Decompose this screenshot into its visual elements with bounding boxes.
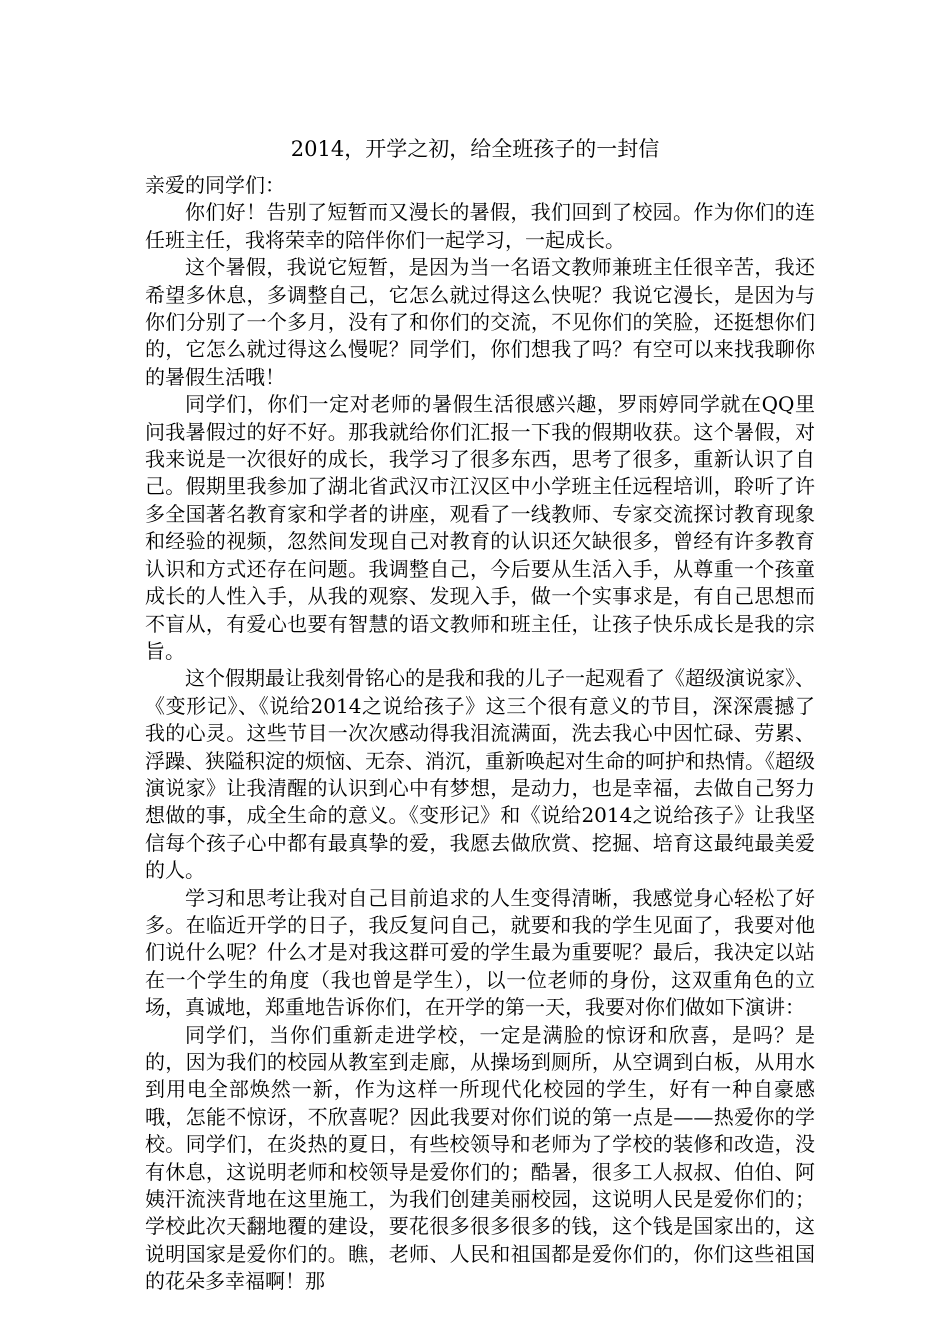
letter-title: 2014，开学之初，给全班孩子的一封信 [290, 137, 660, 161]
paragraph: 这个假期最让我刻骨铭心的是我和我的儿子一起观看了《超级演说家》、《变形记》、《说给2014之说给孩子》这三个很有意义的节目，深深震撼了我的心灵。这些节目一次次感动得我泪流满面，洗去我心中因忙碌、劳累、浮躁、狭隘积淀的烦恼、无奈、消沉，重新唤起对生命的呵护和热情。《超级演说家》让我清醒的认识到心中有梦想，是动力，也是幸福，去做自己努力想做的事，成全生命的意义。《变形记》和《说给2014之说给孩子》让我坚信每个孩子心中都有最真挚的爱，我愿去做欣赏、挖掘、培育这最纯最美爱的人。 [145, 666, 815, 883]
paragraph: 学习和思考让我对自己目前追求的人生变得清晰，我感觉身心轻松了好多。在临近开学的日子，我反复问自己，就要和我的学生见面了，我要对他们说什么呢？什么才是对我这群可爱的学生最为重要呢？最后，我决定以站在一个学生的角度（我也曾是学生），以一位老师的身份，这双重角色的立场，真诚地，郑重地告诉你们，在开学的第一天，我要对你们做如下演讲： [145, 885, 815, 1020]
paragraph: 你们好！告别了短暂而又漫长的暑假，我们回到了校园。作为你们的连任班主任，我将荣幸的陪伴你们一起学习，一起成长。 [145, 200, 815, 252]
salutation: 亲爱的同学们： [145, 173, 285, 197]
paragraph: 同学们，你们一定对老师的暑假生活很感兴趣，罗雨婷同学就在QQ里问我暑假过的好不好。那我就给你们汇报一下我的假期收获。这个暑假，对我来说是一次很好的成长，我学习了很多东西，思考了很多，重新认识了自己。假期里我参加了湖北省武汉市江汉区中小学班主任远程培训，聆听了许多全国著名教育家和学者的讲座，观看了一线教师、专家交流探讨教育现象和经验的视频，忽然间发现自己对教育的认识还欠缺很多，曾经有许多教育认识和方式还存在问题。我调整自己，今后要从生活入手，从尊重一个孩童成长的人性入手，从我的观察、发现入手，做一个实事求是，有自己思想而不盲从，有爱心也要有智慧的语文教师和班主任，让孩子快乐成长是我的宗旨。 [145, 392, 815, 663]
paragraph: 这个暑假，我说它短暂，是因为当一名语文教师兼班主任很辛苦，我还希望多休息，多调整自己，它怎么就过得这么快呢？我说它漫长，是因为与你们分别了一个多月，没有了和你们的交流，不见你们的笑脸，还挺想你们的，它怎么就过得这么慢呢？同学们，你们想我了吗？有空可以来找我聊你的暑假生活哦！ [145, 255, 815, 389]
letter-body [145, 172, 815, 1296]
paragraph: 同学们，当你们重新走进学校，一定是满脸的惊讶和欣喜，是吗？是的，因为我们的校园从教室到走廊，从操场到厕所，从空调到白板，从用水到用电全部焕然一新，作为这样一所现代化校园的学生，好有一种自豪感哦，怎能不惊讶，不欣喜呢？因此我要对你们说的第一点是——热爱你的学校。同学们，在炎热的夏日，有些校领导和老师为了学校的装修和改造，没有休息，这说明老师和校领导是爱你们的；酷暑，很多工人叔叔、伯伯、阿姨汗流浃背地在这里施工，为我们创建美丽校园，这说明人民是爱你们的；学校此次天翻地覆的建设，要花很多很多很多的钱，这个钱是国家出的，这说明国家是爱你们的。瞧，老师、人民和祖国都是爱你们的，你们这些祖国的花朵多幸福啊！那 [145, 1022, 815, 1294]
